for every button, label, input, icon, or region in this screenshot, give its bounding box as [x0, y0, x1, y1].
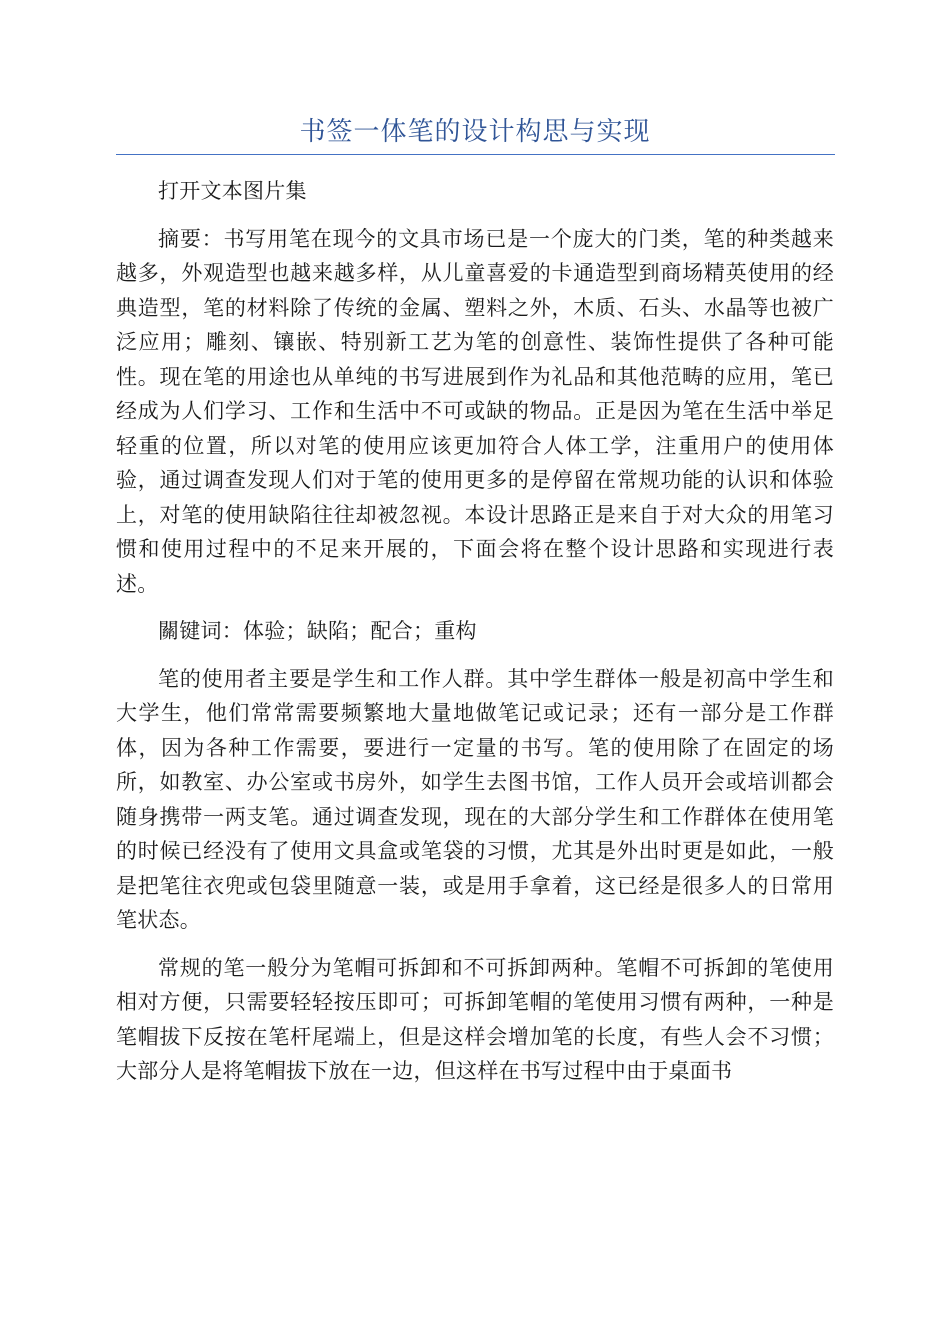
- keywords-paragraph: 關键词：体验；缺陷；配合；重构: [158, 619, 477, 643]
- document-title: 书签一体笔的设计构思与实现: [299, 117, 651, 147]
- body-paragraph: 常规的笔一般分为笔帽可拆卸和不可拆卸两种。笔帽不可拆卸的笔使用相对方便，只需要轻轻按压即可；可拆卸笔帽的笔使用习惯有两种，一种是笔帽拔下反按在笔杆尾端上，但是这样会增加笔的长度，有些人会不习惯；大部分人是将笔帽拔下放在一边，但这样在书写过程中由于桌面书: [116, 955, 834, 1083]
- image-collection-link-text: 打开文本图片集: [158, 179, 307, 203]
- title-underline: [116, 154, 835, 155]
- abstract-paragraph: 摘要：书写用笔在现今的文具市场已是一个庞大的门类，笔的种类越来越多，外观造型也越来越多样，从儿童喜爱的卡通造型到商场精英使用的经典造型，笔的材料除了传统的金属、塑料之外，木质、石头、水晶等也被广泛应用；雕刻、镶嵌、特别新工艺为笔的创意性、装饰性提供了各种可能性。现在笔的用途也从单纯的书写进展到作为礼品和其他范畴的应用，笔已经成为人们学习、工作和生活中不可或缺的物品。正是因为笔在生活中举足轻重的位置，所以对笔的使用应该更加符合人体工学，注重用户的使用体验，通过调查发现人们对于笔的使用更多的是停留在常规功能的认识和体验上，对笔的使用缺陷往往却被忽视。本设计思路正是来自于对大众的用笔习惯和使用过程中的不足来开展的，下面会将在整个设计思路和实现进行表述。: [116, 226, 834, 596]
- body-paragraph: 笔的使用者主要是学生和工作人群。其中学生群体一般是初高中学生和大学生，他们常常需要频繁地大量地做笔记或记录；还有一部分是工作群体，因为各种工作需要，要进行一定量的书写。笔的使用除了在固定的场所，如教室、办公室或书房外，如学生去图书馆，工作人员开会或培训都会随身携带一两支笔。通过调查发现，现在的大部分学生和工作群体在使用笔的时候已经没有了使用文具盒或笔袋的习惯，尤其是外出时更是如此，一般是把笔往衣兜或包袋里随意一装，或是用手拿着，这已经是很多人的日常用笔状态。: [116, 666, 834, 932]
- document-body: [116, 174, 834, 1102]
